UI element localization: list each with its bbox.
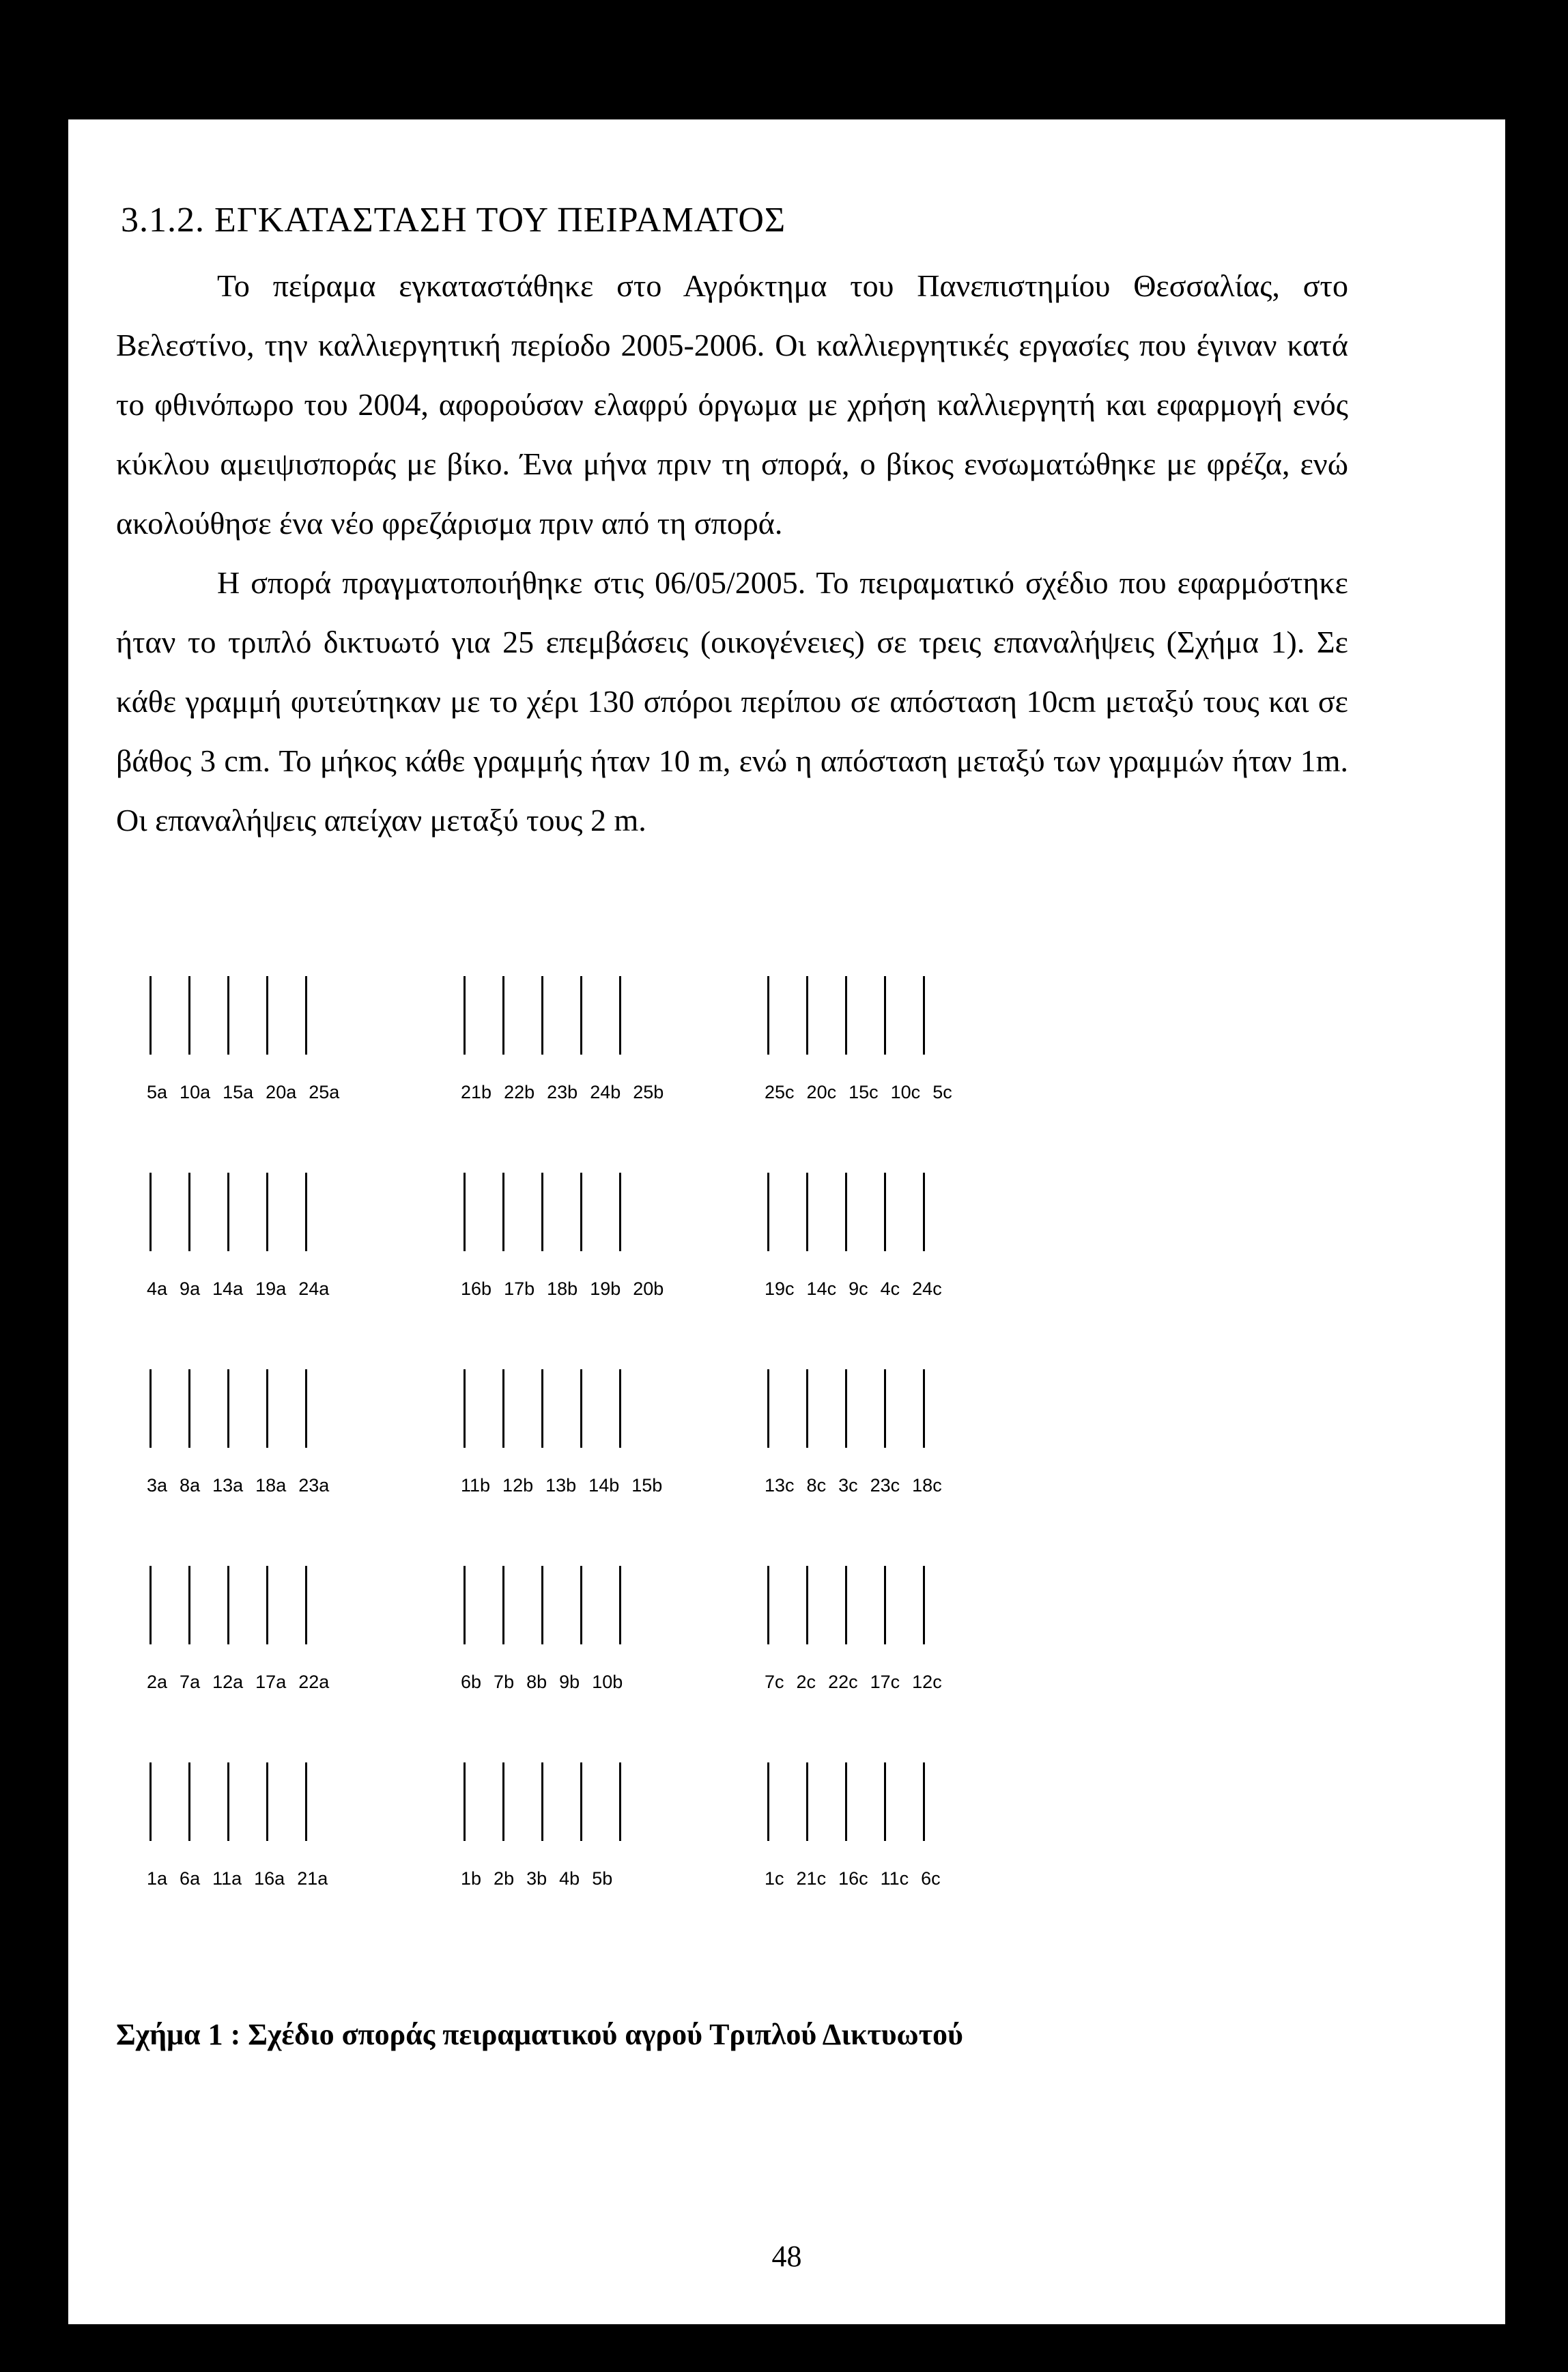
plant-row-line <box>464 1762 466 1841</box>
replication-b-row-5 <box>461 1762 707 1919</box>
plot-labels <box>147 1868 393 1889</box>
field-plan-diagram <box>147 976 1068 1932</box>
plant-row-line <box>149 1566 152 1644</box>
plot-label: 25b <box>633 1082 664 1102</box>
plot-label: 2a <box>147 1672 168 1692</box>
figure-caption: Σχήμα 1 : Σχέδιο σποράς πειραματικού αγρού Τριπλού Δικτυωτού <box>116 2018 963 2051</box>
plant-row-line <box>502 1173 504 1251</box>
document-page <box>68 119 1505 2324</box>
plant-rows <box>765 1173 1010 1268</box>
plot-label: 17a <box>255 1672 287 1692</box>
plot-label: 5c <box>932 1082 952 1102</box>
plot-label: 3c <box>838 1475 858 1496</box>
plant-row-line <box>767 1173 769 1251</box>
plot-label: 1b <box>461 1868 482 1889</box>
plant-row-line <box>767 1566 769 1644</box>
plot-label: 12c <box>912 1672 942 1692</box>
plot-label: 23a <box>298 1475 330 1496</box>
plot-labels <box>765 1082 1010 1103</box>
plant-row-line <box>464 1566 466 1644</box>
plot-labels <box>765 1475 1010 1496</box>
plant-row-line <box>266 1566 268 1644</box>
plant-row-line <box>806 1566 808 1644</box>
plot-labels <box>765 1672 1010 1693</box>
plant-row-line <box>305 1566 307 1644</box>
plot-label: 21c <box>796 1868 827 1889</box>
plant-row-line <box>806 1369 808 1448</box>
plot-label: 11b <box>461 1475 491 1496</box>
plant-row-line <box>266 976 268 1055</box>
plant-rows <box>461 1566 707 1661</box>
page-number: 48 <box>771 2240 802 2273</box>
plot-label: 22b <box>504 1082 535 1102</box>
plant-row-line <box>305 1369 307 1448</box>
plot-label: 24b <box>590 1082 621 1102</box>
plant-row-line <box>188 1369 190 1448</box>
plant-row-line <box>266 1173 268 1251</box>
plot-label: 6b <box>461 1672 482 1692</box>
plot-label: 10b <box>592 1672 623 1692</box>
plant-row-line <box>541 1566 543 1644</box>
plant-row-line <box>923 1762 925 1841</box>
plot-label: 12b <box>502 1475 534 1496</box>
plant-row-line <box>580 1762 582 1841</box>
plot-label: 13a <box>212 1475 244 1496</box>
plot-label: 25c <box>765 1082 795 1102</box>
plant-row-line <box>845 1173 847 1251</box>
plot-label: 9b <box>559 1672 580 1692</box>
plant-rows <box>461 1369 707 1465</box>
plot-label: 18a <box>255 1475 287 1496</box>
plant-row-line <box>149 976 152 1055</box>
replication-b-row-4 <box>461 1566 707 1723</box>
plant-row-line <box>502 1369 504 1448</box>
plot-label: 7b <box>494 1672 515 1692</box>
plant-row-line <box>580 1369 582 1448</box>
plot-label: 21b <box>461 1082 492 1102</box>
plot-label: 19a <box>255 1278 287 1299</box>
plot-label: 1a <box>147 1868 168 1889</box>
plot-label: 5b <box>592 1868 613 1889</box>
replication-a-row-1 <box>147 976 393 1133</box>
plant-row-line <box>580 976 582 1055</box>
plot-label: 16a <box>254 1868 285 1889</box>
plot-label: 24c <box>912 1278 942 1299</box>
plant-row-line <box>227 976 229 1055</box>
plant-row-line <box>188 1566 190 1644</box>
replication-a-row-2 <box>147 1173 393 1330</box>
plant-rows <box>147 1369 393 1465</box>
plot-label: 4b <box>559 1868 580 1889</box>
plant-rows <box>765 1566 1010 1661</box>
plot-label: 15b <box>631 1475 663 1496</box>
plot-label: 3a <box>147 1475 168 1496</box>
plant-row-line <box>305 1762 307 1841</box>
plant-row-line <box>541 1173 543 1251</box>
plot-label: 20c <box>806 1082 837 1102</box>
plot-labels <box>147 1672 393 1693</box>
plant-rows <box>147 1173 393 1268</box>
paragraph-1: Το πείραμα εγκαταστάθηκε στο Αγρόκτημα του Πανεπιστημίου Θεσσαλίας, στο Βελεστίνο, την καλλιεργητική περίοδο 2005-2006. Οι καλλιεργητικές εργασίες που έγιναν κατά το φθινόπωρο του 2004, αφορούσαν ελαφρύ όργωμα με χρήση καλλιεργητή και εφαρμογή ενός κύκλου αμειψισποράς με βίκο. Ένα μήνα πριν τη σπορά, ο βίκος ενσωματώθηκε με φρέζα, ενώ ακολούθησε ένα νέο φρεζάρισμα πριν από τη σπορά. <box>116 268 1348 541</box>
plot-label: 8b <box>526 1672 547 1692</box>
plant-rows <box>147 1762 393 1858</box>
plant-row-line <box>541 1369 543 1448</box>
plant-row-line <box>619 1173 621 1251</box>
plot-label: 11a <box>212 1868 242 1889</box>
plant-row-line <box>845 976 847 1055</box>
plot-label: 24a <box>298 1278 330 1299</box>
plot-label: 12a <box>212 1672 244 1692</box>
plant-row-line <box>502 1762 504 1841</box>
plant-row-line <box>580 1566 582 1644</box>
section-heading: 3.1.2. ΕΓΚΑΤΑΣΤΑΣΗ ΤΟΥ ΠΕΙΡΑΜΑΤΟΣ <box>121 201 786 240</box>
plot-label: 6a <box>180 1868 201 1889</box>
plot-label: 21a <box>297 1868 328 1889</box>
plant-row-line <box>619 1369 621 1448</box>
plot-label: 17c <box>870 1672 900 1692</box>
plot-label: 9a <box>180 1278 201 1299</box>
plot-label: 13c <box>765 1475 795 1496</box>
plot-label: 11c <box>880 1868 909 1889</box>
plot-label: 16b <box>461 1278 492 1299</box>
plant-row-line <box>464 1369 466 1448</box>
plot-label: 22c <box>828 1672 858 1692</box>
plant-rows <box>147 976 393 1072</box>
replication-a-row-3 <box>147 1369 393 1526</box>
plot-label: 19b <box>590 1278 621 1299</box>
plant-rows <box>765 1369 1010 1465</box>
plot-label: 8a <box>180 1475 201 1496</box>
plant-row-line <box>884 1369 886 1448</box>
plant-rows <box>461 976 707 1072</box>
replication-b-row-3 <box>461 1369 707 1526</box>
plot-label: 18b <box>547 1278 578 1299</box>
replication-c-row-4 <box>765 1566 1010 1723</box>
plant-rows <box>765 976 1010 1072</box>
plant-row-line <box>502 976 504 1055</box>
plant-row-line <box>188 1173 190 1251</box>
plot-label: 5a <box>147 1082 168 1102</box>
plot-label: 3b <box>526 1868 547 1889</box>
plant-row-line <box>502 1566 504 1644</box>
plant-rows <box>461 1762 707 1858</box>
plot-label: 9c <box>849 1278 868 1299</box>
plant-rows <box>147 1566 393 1661</box>
plot-label: 4c <box>880 1278 900 1299</box>
plant-row-line <box>266 1369 268 1448</box>
plot-labels <box>765 1278 1010 1300</box>
replication-a-row-4 <box>147 1566 393 1723</box>
plot-label: 14c <box>806 1278 837 1299</box>
body-text <box>116 256 1348 850</box>
replication-a-row-5 <box>147 1762 393 1919</box>
plant-row-line <box>188 1762 190 1841</box>
plot-label: 25a <box>309 1082 340 1102</box>
plant-row-line <box>541 1762 543 1841</box>
plant-row-line <box>884 1566 886 1644</box>
plot-label: 23c <box>870 1475 900 1496</box>
plot-labels <box>461 1278 707 1300</box>
plot-label: 15a <box>223 1082 254 1102</box>
plot-labels <box>147 1082 393 1103</box>
replication-b-row-2 <box>461 1173 707 1330</box>
plant-row-line <box>188 976 190 1055</box>
plant-rows <box>461 1173 707 1268</box>
replication-c-row-3 <box>765 1369 1010 1526</box>
plant-row-line <box>149 1173 152 1251</box>
plot-label: 15c <box>849 1082 879 1102</box>
plot-label: 20b <box>633 1278 664 1299</box>
plant-row-line <box>464 976 466 1055</box>
plot-labels <box>147 1475 393 1496</box>
plant-row-line <box>923 1173 925 1251</box>
replication-b-row-1 <box>461 976 707 1133</box>
plant-row-line <box>266 1762 268 1841</box>
plant-row-line <box>923 1566 925 1644</box>
plant-row-line <box>149 1762 152 1841</box>
plant-row-line <box>227 1566 229 1644</box>
plant-row-line <box>227 1369 229 1448</box>
plot-label: 2c <box>796 1672 816 1692</box>
plot-labels <box>461 1672 707 1693</box>
plant-row-line <box>580 1173 582 1251</box>
replication-c-row-5 <box>765 1762 1010 1919</box>
plant-row-line <box>923 1369 925 1448</box>
replication-c-row-1 <box>765 976 1010 1133</box>
plot-label: 16c <box>838 1868 868 1889</box>
plot-labels <box>461 1868 707 1889</box>
plant-row-line <box>806 1173 808 1251</box>
plot-label: 18c <box>912 1475 942 1496</box>
plot-label: 14b <box>588 1475 620 1496</box>
plant-row-line <box>923 976 925 1055</box>
plant-row-line <box>845 1566 847 1644</box>
plot-label: 7c <box>765 1672 784 1692</box>
plot-label: 2b <box>494 1868 515 1889</box>
plant-row-line <box>806 1762 808 1841</box>
plot-labels <box>765 1868 1010 1889</box>
plant-rows <box>765 1762 1010 1858</box>
plot-label: 17b <box>504 1278 535 1299</box>
plot-label: 8c <box>806 1475 827 1496</box>
plot-label: 10a <box>180 1082 211 1102</box>
plot-label: 13b <box>545 1475 577 1496</box>
plot-label: 20a <box>266 1082 297 1102</box>
plant-row-line <box>884 976 886 1055</box>
plant-row-line <box>227 1762 229 1841</box>
plot-label: 10c <box>890 1082 921 1102</box>
plant-row-line <box>619 1566 621 1644</box>
plant-row-line <box>541 976 543 1055</box>
plot-labels <box>461 1475 707 1496</box>
plant-row-line <box>884 1762 886 1841</box>
plant-row-line <box>767 976 769 1055</box>
plot-label: 19c <box>765 1278 795 1299</box>
plant-row-line <box>305 1173 307 1251</box>
plant-row-line <box>845 1762 847 1841</box>
plot-label: 22a <box>298 1672 330 1692</box>
plant-row-line <box>305 976 307 1055</box>
plot-label: 4a <box>147 1278 168 1299</box>
plot-label: 14a <box>212 1278 244 1299</box>
plant-row-line <box>845 1369 847 1448</box>
plant-row-line <box>806 976 808 1055</box>
replication-c-row-2 <box>765 1173 1010 1330</box>
plot-label: 23b <box>547 1082 578 1102</box>
plot-labels <box>147 1278 393 1300</box>
plant-row-line <box>767 1369 769 1448</box>
paragraph-2: Η σπορά πραγματοποιήθηκε στις 06/05/2005. Το πειραματικό σχέδιο που εφαρμόστηκε ήταν το τριπλό δικτυωτό για 25 επεμβάσεις (οικογένειες) σε τρεις επαναλήψεις (Σχήμα 1). Σε κάθε γραμμή φυτεύτηκαν με το χέρι 130 σπόροι περίπου σε απόσταση 10cm μεταξύ τους και σε βάθος 3 cm. Το μήκος κάθε γραμμής ήταν 10 m, ενώ η απόσταση μεταξύ των γραμμών ήταν 1m. Οι επαναλήψεις απείχαν μεταξύ τους 2 m. <box>116 565 1348 838</box>
plot-label: 1c <box>765 1868 784 1889</box>
plant-row-line <box>464 1173 466 1251</box>
plant-row-line <box>227 1173 229 1251</box>
plant-row-line <box>619 1762 621 1841</box>
plant-row-line <box>767 1762 769 1841</box>
plot-label: 7a <box>180 1672 201 1692</box>
plant-row-line <box>149 1369 152 1448</box>
plot-label: 6c <box>921 1868 941 1889</box>
plant-row-line <box>884 1173 886 1251</box>
plot-labels <box>461 1082 707 1103</box>
plant-row-line <box>619 976 621 1055</box>
